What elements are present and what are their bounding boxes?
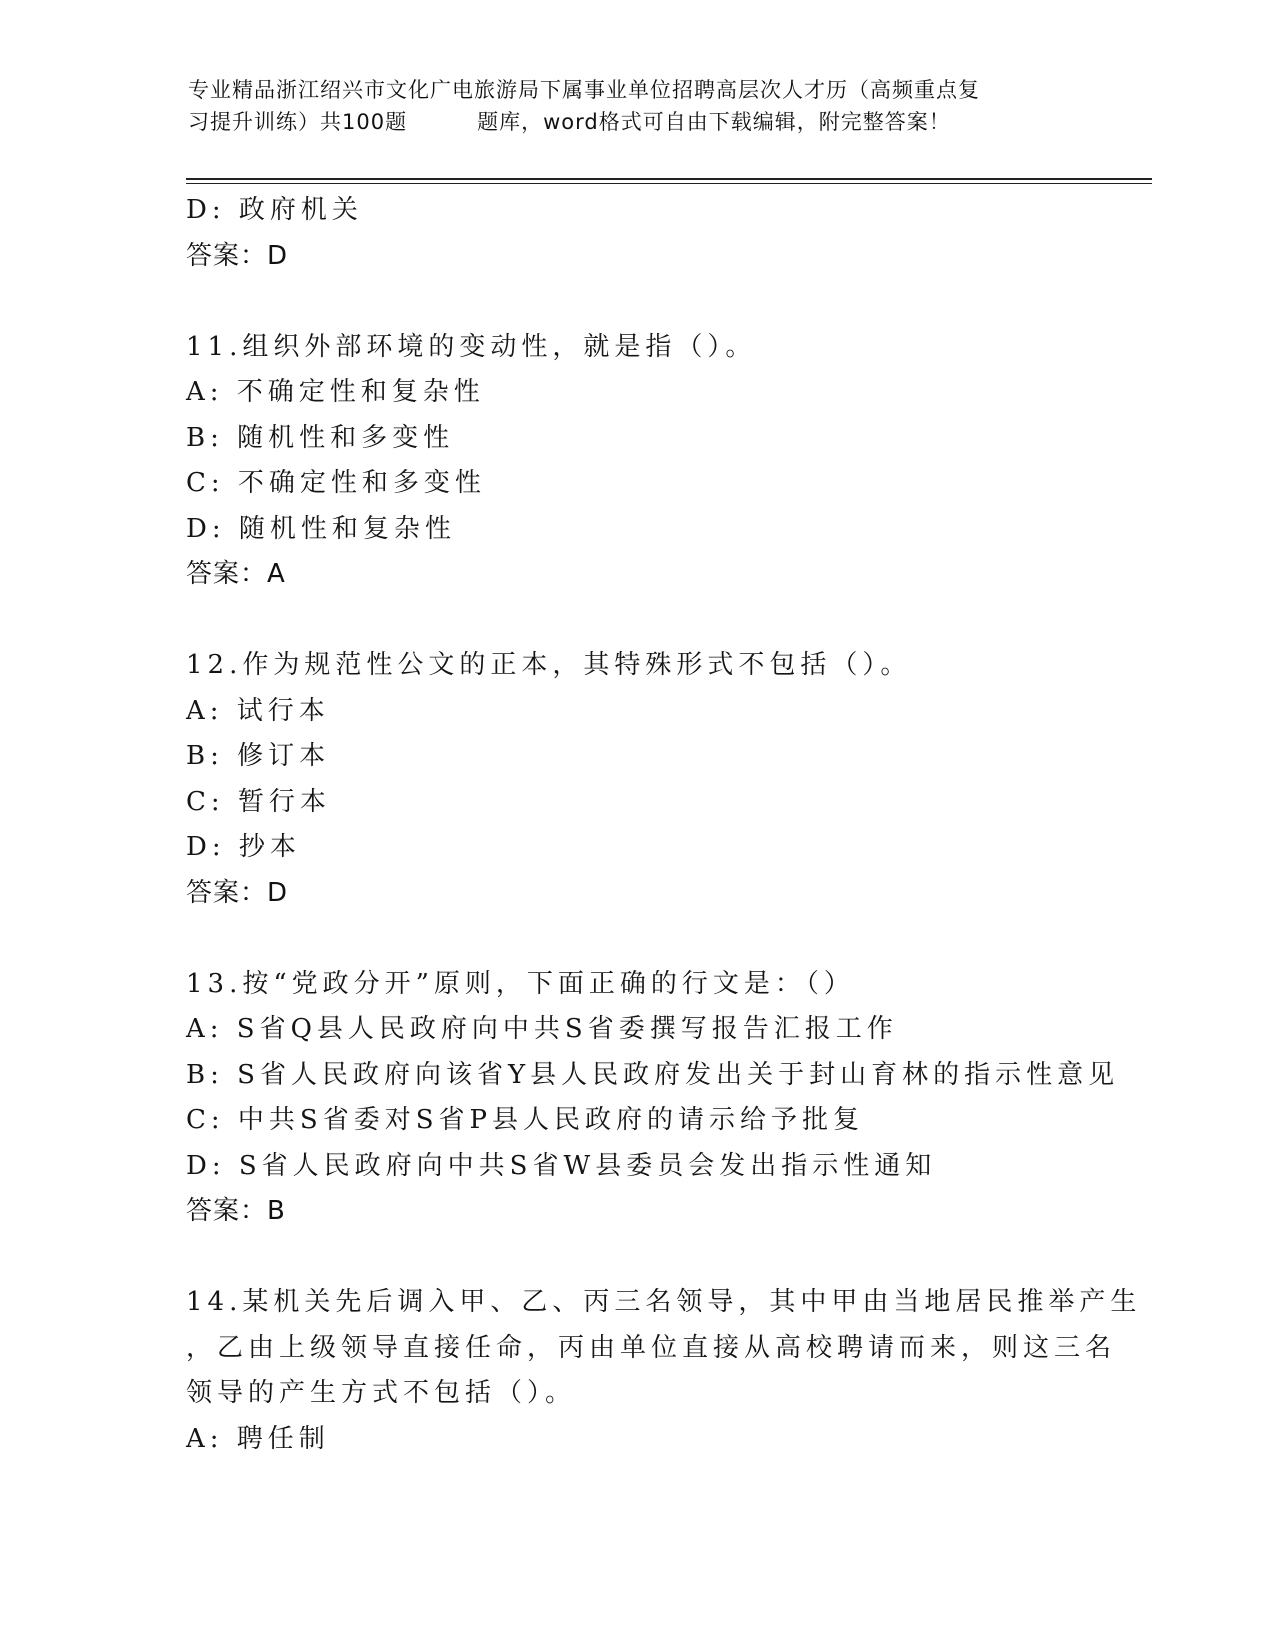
option-a: A: 试行本 bbox=[186, 695, 330, 726]
option-d: D: 抄本 bbox=[186, 832, 301, 862]
option-d: D: 随机性和复杂性 bbox=[186, 513, 456, 544]
prev-question-answer: 答案：D bbox=[186, 240, 289, 271]
option-d: D: S省人民政府向中共S省W县委员会发出指示性通知 bbox=[186, 1150, 937, 1181]
option-b: B: 随机性和多变性 bbox=[186, 422, 455, 453]
question-12 bbox=[186, 643, 1176, 916]
prev-question-option-d: D: 政府机关 bbox=[186, 195, 363, 225]
header-line-1: 专业精品浙江绍兴市文化广电旅游局下属事业单位招聘高层次人才历（高频重点复 bbox=[188, 78, 980, 102]
option-c: C: 中共S省委对S省P县人民政府的请示给予批复 bbox=[186, 1105, 865, 1135]
option-a: A: 不确定性和复杂性 bbox=[186, 377, 485, 407]
question-stem-line-3: 领导的产生方式不包括（）。 bbox=[186, 1378, 577, 1408]
option-a: A: S省Q县人民政府向中共S省委撰写报告汇报工作 bbox=[186, 1014, 898, 1044]
question-11 bbox=[186, 325, 1176, 598]
header-line-2-part-a: 习提升训练）共100题 bbox=[188, 110, 408, 134]
question-stem: 13.按“党政分开”原则，下面正确的行文是：（） bbox=[186, 968, 855, 999]
header-divider-thick bbox=[186, 178, 1152, 180]
header-line-2-part-b: 题库，word格式可自由下载编辑，附完整答案！ bbox=[477, 110, 951, 134]
answer: 答案：B bbox=[186, 1196, 286, 1226]
answer: 答案：D bbox=[186, 877, 289, 908]
answer: 答案：A bbox=[186, 559, 286, 589]
option-b: B: S省人民政府向该省Y县人民政府发出关于封山育林的指示性意见 bbox=[186, 1059, 1120, 1090]
question-stem: 11.组织外部环境的变动性，就是指（）。 bbox=[186, 331, 757, 362]
question-stem: 12.作为规范性公文的正本，其特殊形式不包括（）。 bbox=[186, 650, 912, 680]
option-c: C: 暂行本 bbox=[186, 786, 331, 817]
header-line-2 bbox=[188, 106, 1088, 138]
option-a: A: 聘任制 bbox=[186, 1423, 330, 1454]
question-13 bbox=[186, 962, 1176, 1235]
header-divider-thin bbox=[186, 183, 1152, 184]
question-list bbox=[186, 188, 1176, 1462]
question-stem-line-1: 14.某机关先后调入甲、乙、丙三名领导，其中甲由当地居民推举产生 bbox=[186, 1287, 1142, 1317]
option-b: B: 修订本 bbox=[186, 741, 331, 771]
question-14 bbox=[186, 1280, 1176, 1462]
question-stem-line-2: ，乙由上级领导直接任命，丙由单位直接从高校聘请而来，则这三名 bbox=[186, 1332, 1117, 1363]
document-header bbox=[188, 74, 1088, 138]
option-c: C: 不确定性和多变性 bbox=[186, 468, 486, 498]
